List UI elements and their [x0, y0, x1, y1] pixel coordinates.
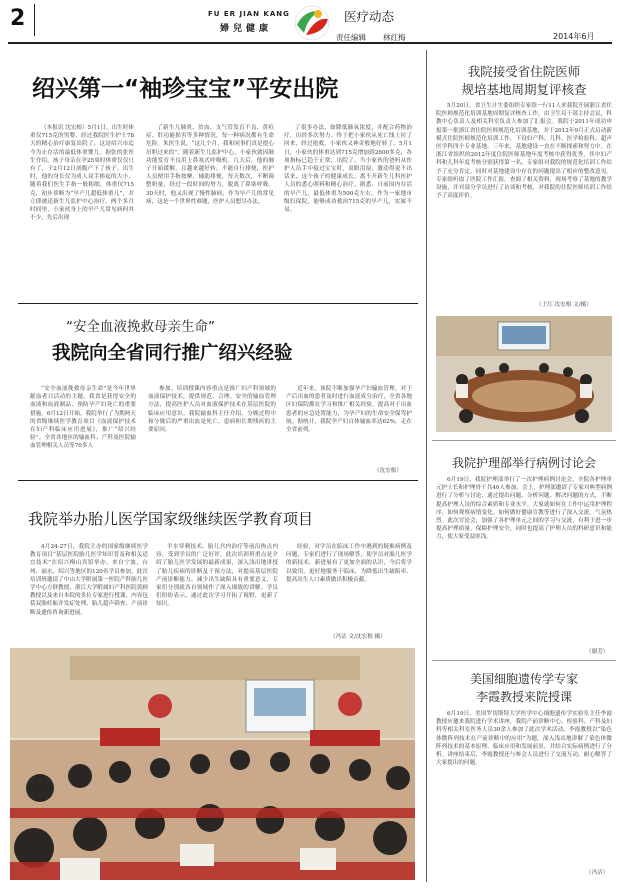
conference-photo	[436, 316, 612, 432]
paper-logo	[294, 5, 330, 41]
article-2-text-2: 参加。培训授课内容重点是推广妇产科领域的血液保护技术，提供规范、合理、安全的输血管理方法，提高医护人员对血液保护技术在基层医院的临床应用意识。我院输血科主任介绍，分娩过程中和分娩后的严重出血是死亡、患病和长期残疾的主要原因。	[148, 386, 276, 434]
sidebar-article-3-text: 6月19日，美国罗切斯特大学医学中心细胞遗传学实验室主任李霞教授应邀来我院进行学术讲座，我院产前诊断中心、检验科、产科及妇科等相关科室医务人员30余人参加了此次学术活动。李霞教授以“染色体微阵列技术在产前诊断中的应用”为题，深入浅出地讲解了染色体微阵列技术的基本原理、临床应用和发展前景，并结合实际病例进行了分析。讲座结束后，李霞教授还与参会人员进行了交流互动，耐心解答了大家提出的问题。	[436, 711, 612, 767]
article-1-col-1	[30, 124, 134, 300]
article-2-byline: （沈宏根）	[374, 468, 402, 474]
sidebar-article-3-byline: （冯洁）	[586, 870, 609, 876]
article-3-text-3: 经验，对学员在临床工作中遇到的疑难病例及问题，专家们进行了现场解答，使学员对胎儿医学的新技术、新进展有了更加全面的认识，今后将学以致用，更好地服务于临床，为降低出生缺陷率、提高出生人口素质做出积极贡献。	[286, 544, 412, 583]
article-3-title: 我院举办胎儿医学国家级继续医学教育项目	[28, 510, 314, 528]
editor-name: 林红梅	[383, 33, 406, 42]
article-2-title: 我院向全省同行推广绍兴经验	[52, 343, 293, 364]
article-3-col-1	[30, 543, 148, 639]
article-2-text-3: 近年来，该院不断加强孕产妇输血管理，对于产后出血的患者及时进行血液成分治疗，全省各地区妇保院都在学习和推广相关经验，提高对于出血患者的应急处置能力，为孕产妇的生命安全保驾护航。据统计，我院孕产妇自体输血率达62%，走在全省前列。	[286, 386, 412, 434]
sidebar-article-2-title: 我院护理部举行病例讨论会	[451, 456, 596, 470]
sidebar-article-3-title-line-2: 李霞教授来院授课	[475, 690, 572, 704]
sidebar-article-1-title-line-2: 规培基地周期复评核查	[461, 82, 587, 97]
article-1-title: 绍兴第一“袖珍宝宝”平安出院	[32, 76, 339, 102]
sidebar-article-1-byline: （王红 沈宏根 文/摄）	[536, 302, 592, 308]
article-1-text-3: 了很多办法，如降低肺氧浓度，并配合药物治疗，历经多次努力。终于把小家伙从死亡线上拉了回来，经过抢救，小家伙又神奇般地好转了。5月1日，小家伙的体重达到715克增加到2600多克，各项指标已趋于正常，出院了。当小家伙的爸妈从医护人员手中接过宝宝时，双眼泪湿，激动得说不出话来，这个孩子的健康成长，离不开新生儿科医护人员的悉心照料和精心治疗。据悉，日前国内存活的早产儿，最低体重为500克左右。作为一家地市级妇保院，能够成功救治715克的早产儿，实属不易。	[284, 125, 412, 214]
masthead	[0, 0, 620, 50]
sidebar-article-3-body	[436, 710, 612, 864]
paper-name: 婦兒健康	[220, 24, 273, 34]
sidebar-article-2-body	[436, 476, 612, 646]
sidebar-article-2-byline: （谢芳）	[586, 649, 609, 655]
article-1-col-2	[146, 124, 274, 300]
article-3-byline: （冯洁 文/沈宏根 摄）	[330, 634, 386, 640]
article-2-kicker: “安全血液挽救母亲生命”	[66, 319, 215, 335]
lecture-photo	[10, 648, 415, 880]
article-3-col-2	[156, 543, 278, 639]
article-2-col-1	[30, 385, 136, 475]
article-3-col-3	[286, 543, 412, 631]
article-2-text-1: “安全血液挽救母亲生命”是今年世界献血者日活动的主题。我省是获得安全的血液和血液制品，预防孕产妇死亡的重要措施。6月12日开始，我院举行了为期两天的省级继续医学教育项目《血液保护技术在妇产科临床应用进展》，推广“绍兴经验”。全省各地区的输血科、产科及医院输血管理相关人员等70多人	[30, 386, 136, 450]
sidebar-article-1-text: 5月20日，省卫生计生委组织专家组一行11人来我院开展浙江省住院医师规范化培训基地周期复评核查工作。由卫生局干部主持会议，科教中心负责人及相关科室负责人参加了汇报会。我院于2011年成功申报第一批浙江省住院医师规范化培训基地，并于2012年9月正式启动新模式住院医师规范化培训工作，下设妇产科、儿科、医学检验科、超声医学科四个专业基地，三年来，基地建设一直在不断探索和努力中。在浙江省组织的2012年度住院医师基地年度考核中获得优秀，其中妇产科和儿科年度考核分别获得第一名。专家组对我院的规范化培训工作给予了充分肯定，同时对基地建设中存在的问题提出了相应的整改意见。专家组听取了医院工作汇报，查阅了相关资料，现场考察了基地的教学设施，并对部分学员进行了访谈和考核，对我院的住院医师培训工作给予了高度评价。	[436, 103, 612, 200]
article-1-text-1: （本报讯 沈宏根）5月1日，出生时体重仅715克的男婴，经过我院医生护士78天的精心治疗康复出院了。这是绍兴市迄今为止存活的最低体重婴儿。据张的张医生介绍，孩子母亲在孕25周时体重仅仅只有了，于2月12日剖腹产下了孩子。出生时，他的身长仅为成人双手捧起的大小，随着我们医生手指一般粗细，体重仅715克，初步诊断为“早产儿超低体重儿”，并立即被送新生儿监护中心治疗。两个多月时间里，小家伙身上的早产儿常见病何其不少，先后出现	[30, 125, 134, 222]
column-divider	[426, 50, 427, 882]
issue-date: 2014年6月	[553, 32, 595, 41]
article-2-col-3	[286, 385, 412, 467]
sidebar-article-2-text: 6月19日，我院护理部举行了一次护理病例讨论会，全院各护理单元护士长和护理骨干共40人参加。会上，护理部邀请了专家对典型病例进行了分析与讨论，通过提出问题、分析问题、解决问题的方式，不断提高护理人员的综合素质和专业水平。大家就如何在工作中运用护理程序、如何观察病情变化、如何做好健康宣教等进行了深入交流，气氛热烈。此次讨论会，加强了各护理单元之间的学习与交流，有利于进一步提高护理质量，保障护理安全，同时也提高了护理人员的科研意识和能力，使大家受益匪浅。	[436, 477, 612, 541]
page-number: 2	[10, 6, 26, 31]
article-1-text-2: 了新生儿肺炎、贫血、支气管发育不良、黄疸症、肝功能损害等多种情况，每一种病况都有生命危险。朱医生说，“这几个月，我和同事们真是提心吊胆过来的”。随着新生儿监护中心，小家伙就因肺功能发育不良用上鼻塞式呼吸机。几天后，他的肺子开始缓解，且越来越好转，不能自行排便，医护人员便用手指按摩，辅助排便，每天数次，不断调整奶量，经过一段时间的努力，脱离了鼻塞呼吸。30天时，他又出现了慢性肺病，作为早产儿的常见病，这是一个世界性难题，医护人员想尽办法，	[146, 125, 274, 205]
editor-label: 责任编辑	[336, 33, 366, 42]
paper-pinyin: FU ER JIAN KANG	[208, 10, 290, 18]
article-1-col-3	[284, 124, 412, 300]
sidebar-article-3-title-line-1: 美国细胞遗传学专家	[469, 672, 578, 686]
sidebar-article-1-body	[436, 102, 612, 298]
article-2-col-2	[148, 385, 276, 475]
sidebar-article-1-title-line-1: 我院接受省住院医师	[467, 64, 581, 79]
article-3-text-1: 4月24-27日，我院主办的国家级继续医学教育项目“基层医院胎儿医学知识普及和相关适宜技术”在绍兴梅山宾馆举办，来自宁波、台州、丽水、绍兴等地区的120名学员参加。此次培训班邀请了中山大学附属第一医院产科胎儿医学中心方群教授，浙江大学附属妇产科医院黄顾教授以及来自本院的多位专家进行授课，内容包括双胎妊娠并发症处理、胎儿超声筛查、产前诊断及遗传咨询新进展，	[30, 544, 148, 616]
section-title: 医疗动态	[344, 9, 395, 24]
article-3-text-2: 羊水穿刺技术、胎儿宫内治疗等前沿热点内容，受到学员的广泛好评。此次培训班重点是介绍了胎儿医学发展的最新成果，深入浅出地讲授了胎儿疾病的诊断及干预方法，对提高基层医院产前诊断能力、减少出生缺陷具有重要意义，专家们分别就各自领域作了深入细致的讲解。学员们纷纷表示，通过此次学习开拓了视野，更新了知识。	[156, 544, 278, 608]
